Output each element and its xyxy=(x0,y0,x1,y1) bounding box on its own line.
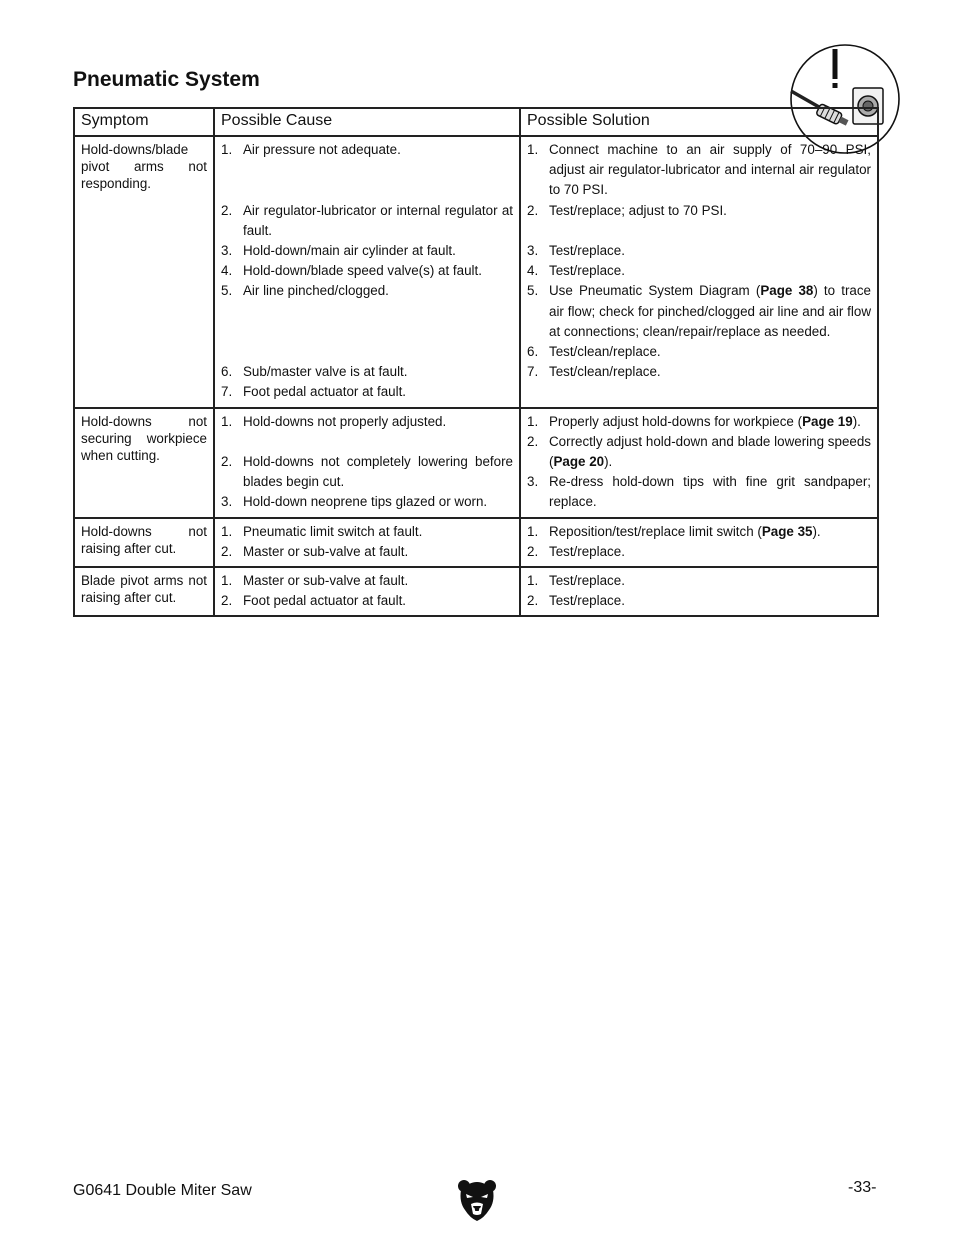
solution-item: 1. Reposition/test/replace limit switch (Page 35). xyxy=(527,523,821,539)
solution-item: 2. Test/replace. xyxy=(527,593,625,609)
table-row xyxy=(74,408,878,518)
page-title: Pneumatic System xyxy=(73,68,260,91)
solution-item: 7. Test/clean/replace. xyxy=(527,364,661,380)
cause-item: 4. Hold-down/blade speed valve(s) at fault. xyxy=(221,263,482,279)
solution-item: 2. Correctly adjust hold-down and blade lowering speeds (Page 20). xyxy=(527,433,871,469)
column-header-possible-solution: Possible Solution xyxy=(520,108,878,136)
cause-item: 5. Air line pinched/clogged. xyxy=(221,283,389,299)
solution-item: 1. Test/replace. xyxy=(527,573,625,589)
column-header-symptom: Symptom xyxy=(74,108,214,136)
cause-item: 3. Hold-down neoprene tips glazed or worn. xyxy=(221,494,488,510)
symptom-cell: Hold-downs not raising after cut. xyxy=(74,518,214,567)
cause-item: 1. Hold-downs not properly adjusted. xyxy=(221,413,447,429)
symptom-cell: Hold-downs not securing workpiece when cutting. xyxy=(74,408,214,518)
cause-item: 2. Master or sub-valve at fault. xyxy=(221,543,409,559)
cause-item: 2. Hold-downs not completely lowering before blades begin cut. xyxy=(221,453,513,490)
cause-item: 7. Foot pedal actuator at fault. xyxy=(221,384,407,400)
table-row xyxy=(74,518,878,567)
page-reference: Page 19 xyxy=(802,413,853,429)
cause-item: 1. Pneumatic limit switch at fault. xyxy=(221,523,423,539)
troubleshooting-table xyxy=(73,107,879,617)
cause-item: 2. Air regulator-lubricator or internal regulator at fault. xyxy=(221,202,513,238)
cause-cell xyxy=(214,408,520,518)
solution-cell xyxy=(520,518,878,567)
cause-cell xyxy=(214,518,520,567)
bear-head-logo-icon xyxy=(457,1178,497,1222)
solution-item: 3. Re-dress hold-down tips with fine grit sandpaper; replace. xyxy=(527,474,871,510)
solution-item: 2. Test/replace. xyxy=(527,543,625,559)
solution-item: 1. Properly adjust hold-downs for workpiece (Page 19). xyxy=(527,413,861,429)
solution-item: 3. Test/replace. xyxy=(527,243,625,258)
page-reference: Page 20 xyxy=(553,454,605,469)
cause-cell xyxy=(214,567,520,616)
cause-item: 6. Sub/master valve is at fault. xyxy=(221,364,408,380)
solution-item: 2. Test/replace; adjust to 70 PSI. xyxy=(527,202,727,218)
table-row xyxy=(74,567,878,616)
table-header-row xyxy=(74,108,878,136)
column-header-possible-cause: Possible Cause xyxy=(214,108,520,136)
table-row xyxy=(74,136,878,408)
solution-item: 6. Test/clean/replace. xyxy=(527,344,661,360)
cause-item: 2. Foot pedal actuator at fault. xyxy=(221,593,407,609)
page-reference: Page 38 xyxy=(760,283,814,299)
cause-cell xyxy=(214,136,520,408)
solution-item: 1. Connect machine to an air supply of 70–90 PSI; adjust air regulator-lubricator and internal air regulator to 70 PSI. xyxy=(527,142,871,198)
solution-item: 5. Use Pneumatic System Diagram (Page 38) to trace air flow; check for pinched/clogged air line and air flow at connections; clean/repair/replace as needed. xyxy=(527,283,871,339)
cause-item: 3. Hold-down/main air cylinder at fault. xyxy=(221,243,456,258)
solution-cell xyxy=(520,136,878,408)
cause-item: 1. Master or sub-valve at fault. xyxy=(221,573,409,589)
page-reference: Page 35 xyxy=(761,523,813,539)
symptom-cell: Blade pivot arms not raising after cut. xyxy=(74,567,214,616)
cause-item: 1. Air pressure not adequate. xyxy=(221,142,401,157)
symptom-cell: Hold-downs/blade pivot arms not responding. xyxy=(74,136,214,408)
solution-item: 4. Test/replace. xyxy=(527,263,625,279)
footer-manual-title: G0641 Double Miter Saw xyxy=(73,1182,252,1199)
page-number: -33- xyxy=(848,1179,877,1196)
solution-cell xyxy=(520,567,878,616)
solution-cell xyxy=(520,408,878,518)
